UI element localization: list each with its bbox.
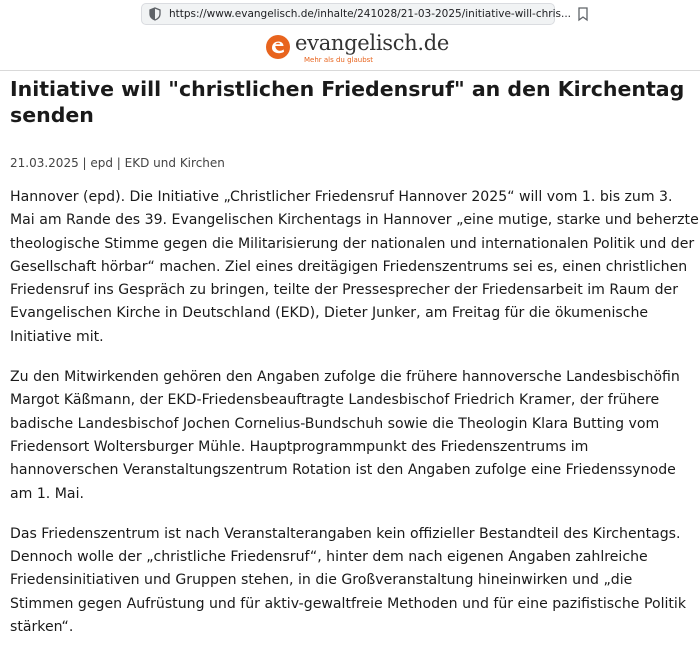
article-body xyxy=(10,186,700,656)
brand-tagline: Mehr als du glaubst xyxy=(304,56,374,64)
address-bar[interactable] xyxy=(141,3,571,25)
shield-icon[interactable] xyxy=(148,7,162,21)
brand-name: evangelisch.de xyxy=(295,31,450,55)
url-text[interactable]: https://www.evangelisch.de/inhalte/241028/21-03-2025/initiative-will-chris... xyxy=(169,8,571,20)
article-paragraph: Das Friedenszentrum ist nach Veranstalterangaben kein offizieller Bestandteil des Kirchentags. Dennoch wolle der „christliche Friedensruf“, hinter dem nach eigenen Angaben zahlreiche Friedensinitiativen und Gruppen stehen, in die Großveranstaltung hineinwirken und „die Stimmen gegen Aufrüstung und für aktiv-gewaltfreie Methoden und für eine pazifistische Politik stärken“. xyxy=(10,525,687,636)
bookmark-icon[interactable] xyxy=(577,7,589,21)
logo-mark-icon xyxy=(266,35,290,59)
site-logo[interactable] xyxy=(266,30,449,70)
article-paragraph: Hannover (epd). Die Initiative „Christlicher Friedensruf Hannover 2025“ will vom 1. bis zum 3. Mai am Rande des 39. Evangelischen Kirchentags in Hannover „eine mutige, starke und beherzte theologische Stimme gegen die Militarisierung der nationalen und internationalen Politik und der Gesellschaft hörbar“ machen. Ziel eines dreitägigen Friedenszentrums sei es, einen christlichen Friedensruf ins Gespräch zu bringen, teilte der Pressesprecher der Friedensarbeit im Raum der Evangelischen Kirche in Deutschland (EKD), Dieter Junker, am Freitag für die ökumenische Initiative mit. xyxy=(10,189,699,345)
article-paragraph: Zu den Mitwirkenden gehören den Angaben zufolge die frühere hannoversche Landesbischöfin Margot Käßmann, der EKD-Friedensbeauftragte Landesbischof Friedrich Kramer, der frühere badische Landesbischof Jochen Cornelius-Bundschuh sowie die Theologin Klara Butting vom Friedensort Woltersburger Mühle. Hauptprogrammpunkt des Friedenszentrums im hannoverschen Veranstaltungszentrum Rotation ist den Angaben zufolge eine Friedenssynode am 1. Mai. xyxy=(10,369,680,502)
article-title: Initiative will "christlichen Friedensruf" an den Kirchentag senden xyxy=(10,77,685,127)
article-meta: 21.03.2025 | epd | EKD und Kirchen xyxy=(10,156,225,170)
header-divider xyxy=(0,70,700,71)
